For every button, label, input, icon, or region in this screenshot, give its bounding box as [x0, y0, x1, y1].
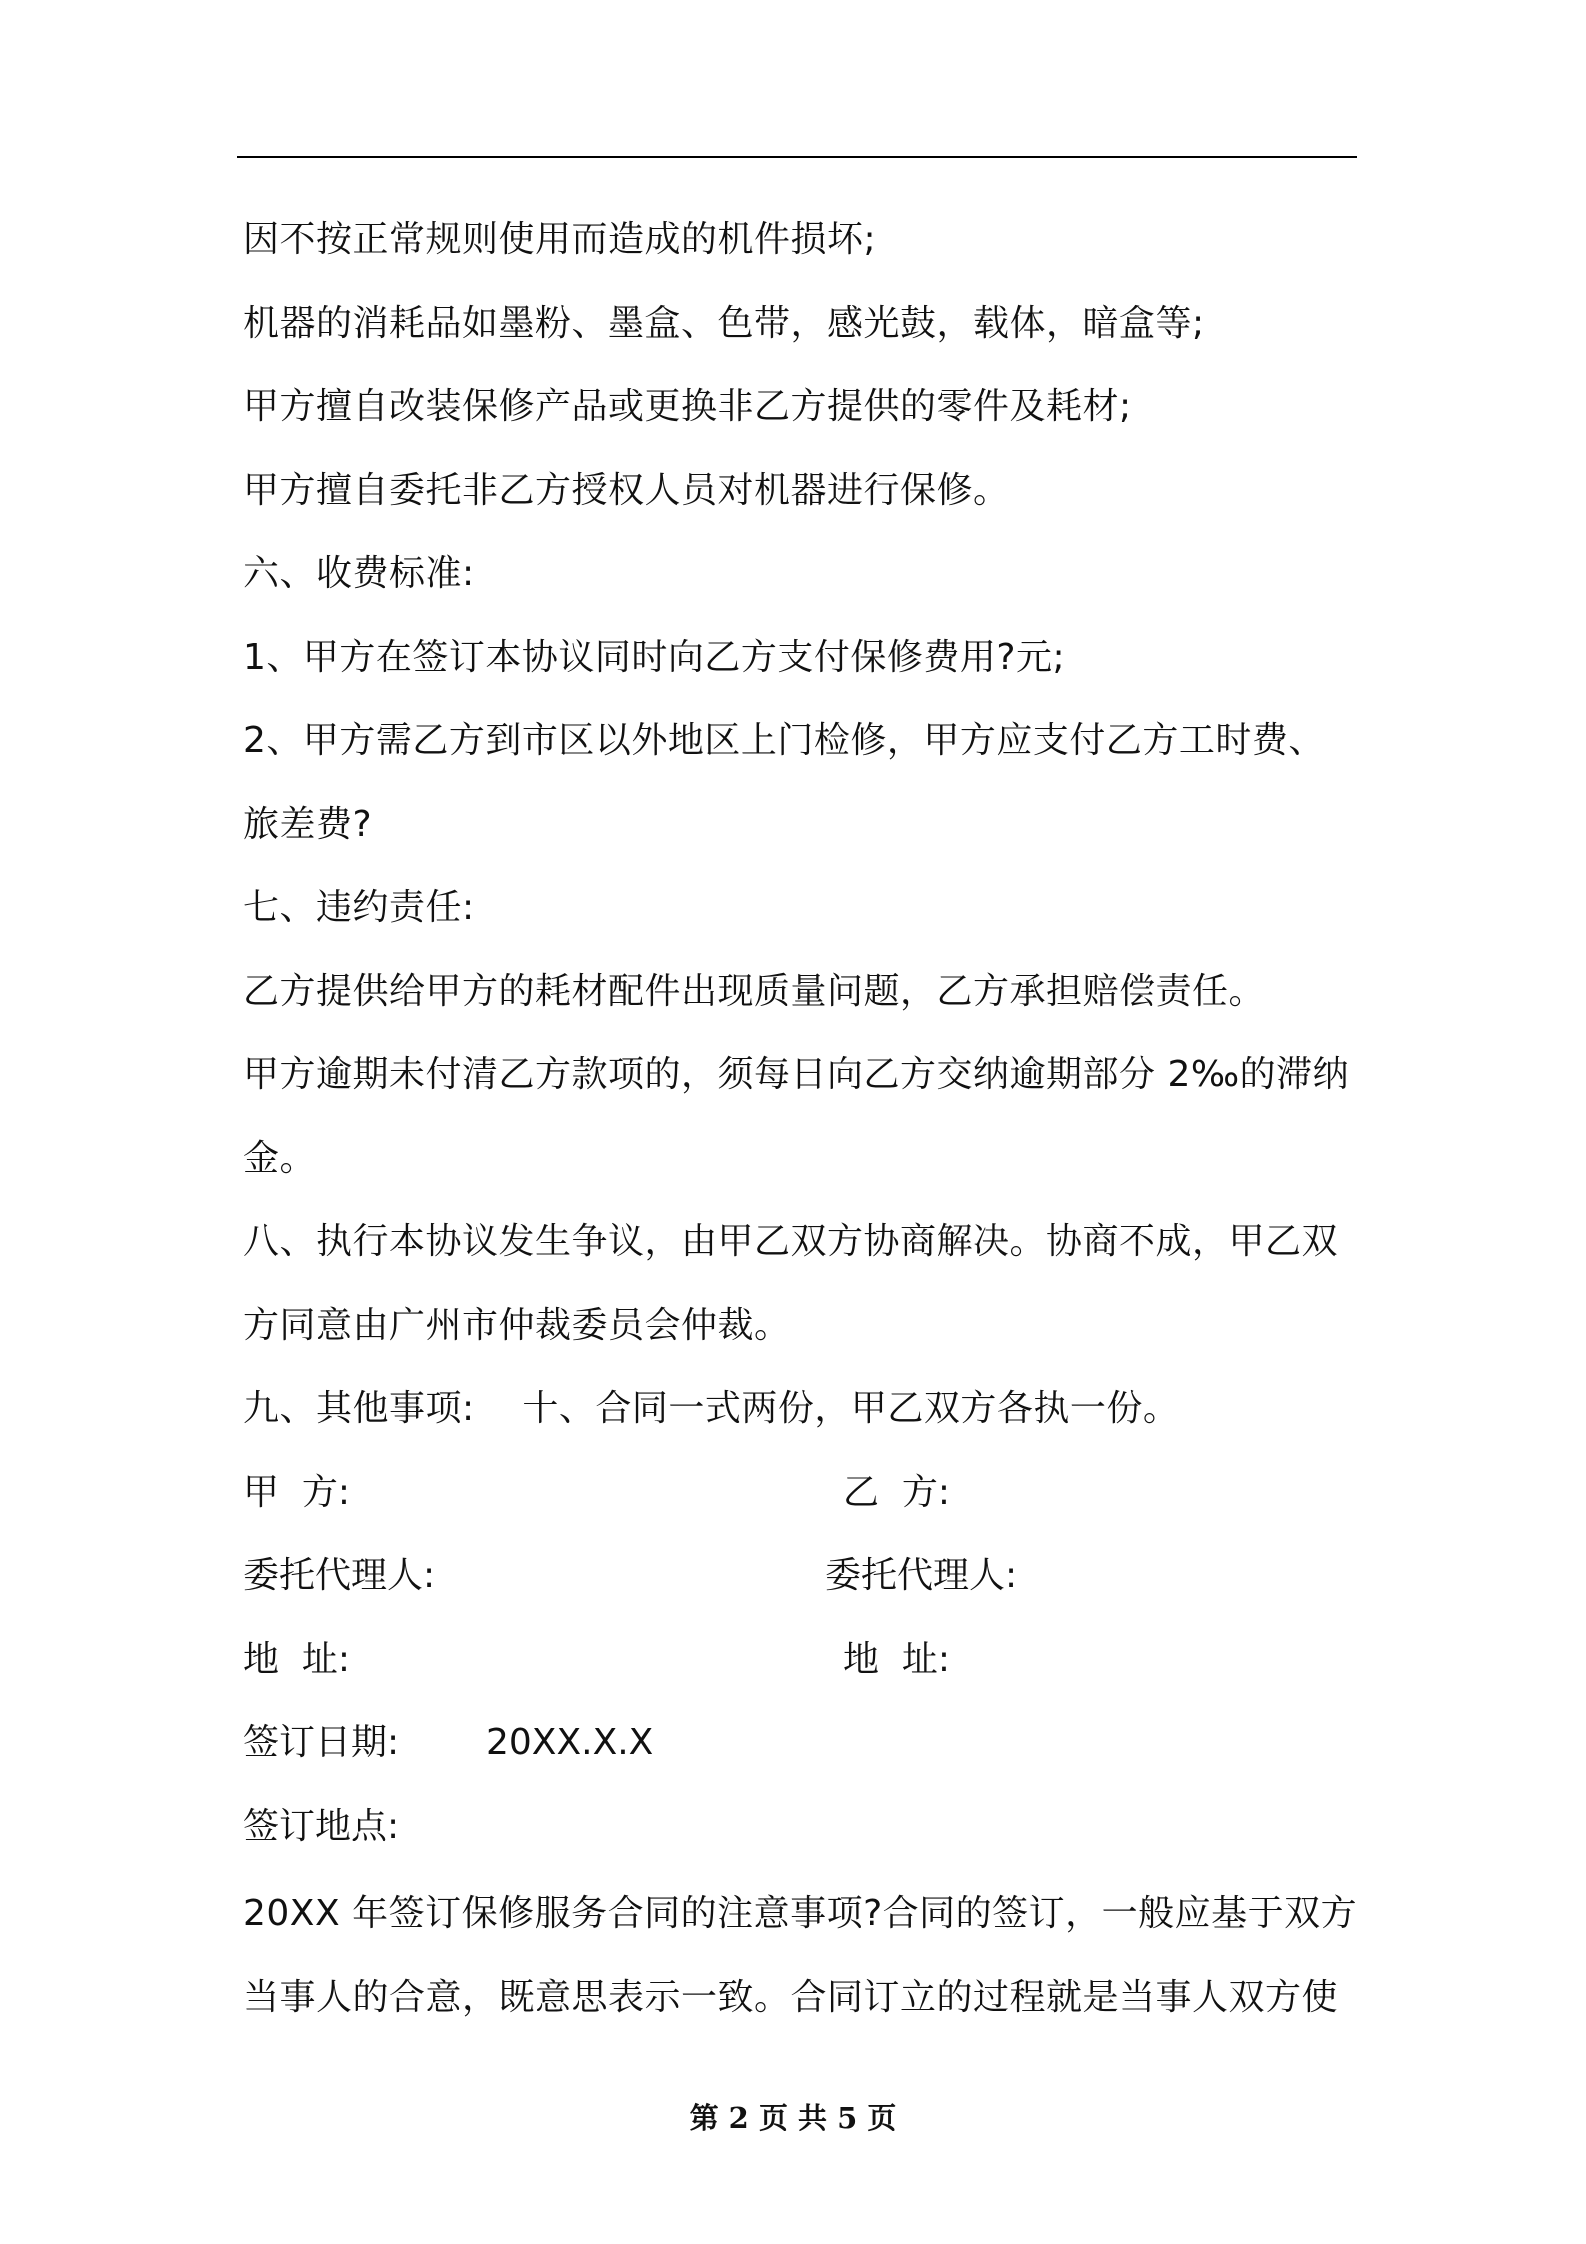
body-line: 九、其他事项: 十、合同一式两份，甲乙双方各执一份。	[243, 1388, 1180, 1429]
document-body	[243, 198, 1359, 2039]
signature-row-date	[243, 1701, 1359, 1785]
address-b-label: 地 址:	[843, 1638, 951, 1680]
address-a-label: 地 址:	[243, 1638, 351, 1680]
body-line: 旅差费?	[243, 803, 373, 845]
body-line: 乙方提供给甲方的耗材配件出现质量问题，乙方承担赔偿责任。	[243, 970, 1266, 1012]
body-line: 甲方逾期未付清乙方款项的，须每日向乙方交纳逾期部分 2‰的滞纳	[243, 1054, 1350, 1095]
body-line: 金。	[243, 1137, 317, 1179]
body-line: 当事人的合意，既意思表示一致。合同订立的过程就是当事人双方使	[243, 1976, 1339, 2018]
agent-b-label: 委托代理人:	[825, 1555, 1018, 1596]
body-line: 1、甲方在签订本协议同时向乙方支付保修费用?元;	[243, 636, 1066, 678]
party-a-label: 甲 方:	[243, 1471, 351, 1513]
body-line: 因不按正常规则使用而造成的机件损坏;	[243, 219, 877, 260]
body-line: 机器的消耗品如墨粉、墨盒、色带，感光鼓，载体，暗盒等;	[243, 302, 1205, 344]
body-line: 甲方擅自改装保修产品或更换非乙方提供的零件及耗材;	[243, 386, 1132, 427]
section-heading: 七、违约责任:	[243, 887, 475, 928]
body-line: 方同意由广州市仲裁委员会仲裁。	[243, 1304, 791, 1346]
sign-date-value: 20XX.X.X	[486, 1722, 654, 1763]
header-rule	[237, 156, 1357, 158]
body-line: 20XX 年签订保修服务合同的注意事项?合同的签订，一般应基于双方	[243, 1893, 1358, 1934]
signature-row-address	[243, 1618, 1359, 1702]
page-number: 第 2 页 共 5 页	[689, 2101, 897, 2135]
signature-row-agent	[243, 1534, 1359, 1618]
body-line: 2、甲方需乙方到市区以外地区上门检修，甲方应支付乙方工时费、	[243, 720, 1325, 761]
body-line: 八、执行本协议发生争议，由甲乙双方协商解决。协商不成，甲乙双	[243, 1221, 1339, 1262]
signature-row-place	[243, 1785, 1359, 1869]
signature-row-party	[243, 1451, 1359, 1535]
party-b-label: 乙 方:	[843, 1471, 951, 1513]
sign-date-label: 签订日期:	[243, 1722, 400, 1763]
agent-a-label: 委托代理人:	[243, 1555, 436, 1596]
body-line: 甲方擅自委托非乙方授权人员对机器进行保修。	[243, 469, 1010, 511]
sign-place-label: 签订地点:	[243, 1805, 400, 1847]
section-heading: 六、收费标准:	[243, 553, 475, 594]
